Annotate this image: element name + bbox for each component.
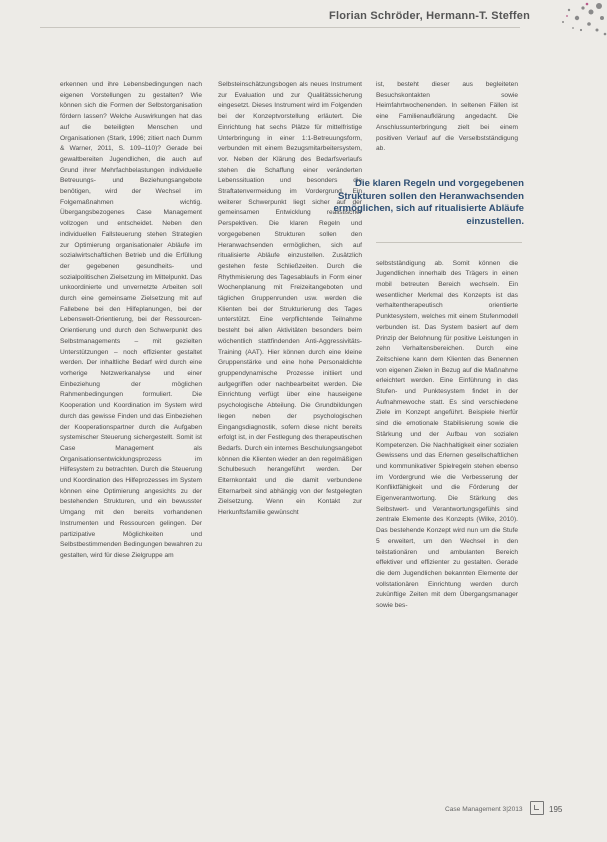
text-column-3-top: [376, 80, 518, 155]
header-dot-pattern: [517, 0, 607, 40]
text-column-2: [218, 80, 362, 519]
column-3-bottom-text: selbstständigung ab. Somit können die Jugendlichen innerhalb des Trägers in einen mobil betreuten Bereich wechseln. Ein wesentlicher Merkmal des Konzepts ist das verhaltentherapeutisch orientierte Punktesystem, welches mit einem Stufenmodell verbunden ist. Das System basiert auf dem Prinzip der Belohnung für positive Leistungen in zehn Verhaltensbereichen. Durch eine Zeitschiene kann dem Klienten das Benennen von eigenen Zielen in Bezug auf die Maßnahme erleichtert werden. Eine Einführung in das Stufen- und Punktesystem findet in der Aufnahmewoche statt. Es sind verschiedene Ziele im Konzept angeführt. Beispiele hierfür sind die emotionale Stabilisierung sowie die Stärkung und der Aufbau von sozialen Kompetenzen. Die Nachhaltigkeit einer sozialen Gewissens und das Erlernen gesellschaftlichen und kommunikativer Spielregeln stehen ebenso im Vordergrund wie die Verbesserung der Konfliktfähigkeit und die Förderung der Eigenverantwortung. Die Stärkung des Selbstwert- und Verantwortungsgefühls sind zentrale Elemente des Konzepts (Wilke, 2010). Das bestehende Konzept wird nun um die Stufe 5 erweitert, um den Wechsel in den teilstationären und ambulanten Bereich effektiver und effizienter zu gestalten. Gerade die dem Jugendlichen bekannten Elemente der vollstationären Einrichtung werden durch zukünftige Zeiten mit dem Übergangsmanager sowie bes-: [376, 259, 518, 610]
pull-quote: Die klaren Regeln und vorgegebenen Strukturen sollen den Heranwachsenden ermöglichen, sich auf ritualisierte Abläufe einzustellen.: [333, 178, 524, 227]
running-header-authors: Florian Schröder, Hermann-T. Steffen: [329, 10, 530, 22]
column-2-text: Selbsteinschätzungsbogen als neues Instrument zur Evaluation und zur Qualitätssicherung eingesetzt. Dieses Instrument wird im Folgenden bei der Konzeptvorstellung erläutert. Die Einrichtung hat sechs Plätze für mittelfristige Unterbringung in einer 1:1-Betreuungsform, verbunden mit einem Bezugsmitarbeitersystem, vor. Neben der Klärung des Bedarfsverlaufs stehen die Schaffung einer veränderten Lebenssituation und besonders die Straftatenvermeidung im Vordergrund. Ein weiterer Schwerpunkt liegt sicher auf der gemeinsamen Entwicklung realistischer Perspektiven. Die klaren Regeln und vorgegebenen Strukturen sollen den Heranwachsenden ermöglichen, sich auf ritualisierte Abläufe einzustellen. Zusätzlich gestehen feste Schließzeiten. Durch die Rhythmisierung des Tagesablaufs in Form einer Wochenplanung mit Freizeitangeboten und täglichen Gruppenrunden usw. werden die Klienten bei der Strukturierung des Tages unterstützt. Eine verpflichtende Teilnahme besteht bei allen Aktivitäten besonders beim wöchentlich stattfindenden Anti-Aggressivitäts-Training (AAT). Hier können durch eine kleine Gruppenstärke und eine hohe Personaldichte gruppendynamische Prozesse initiiert und aufgegriffen oder nachbearbeitet werden. Die Einrichtung verfügt über eine hauseigene psychologische Abteilung. Die Grundbildungen liegen neben der psychologischen Eingangsdiagnostik, sofern diese nicht bereits erfolgt ist, in der Festlegung des therapeutischen Bedarfs. Durch ein internes Beschulungsangebot können die Klienten wieder an den regelmäßigen Schulbesuch herangeführt werden. Der Elternkontakt und die damit verbundene Elternarbeit sind abhängig von der festgelegten Zielsetzung. Wenn ein Kontakt zur Herkunftsfamilie gewünscht: [218, 81, 362, 517]
text-column-1: [60, 80, 202, 562]
text-column-3-bottom: [376, 252, 518, 618]
pull-quote-rule: [376, 242, 522, 243]
header-rule: [40, 27, 520, 28]
column-1-text: erkennen und ihre Lebensbedingungen nach eigenen Vorstellungen zu gestalten? Wie können sich die Formen der Selbstorganisation fördern lassen? Welche Auswirkungen hat das auf die beteiligten Menschen und Organisationen (Stark, 1996; zitiert nach Dumm & Warner, 2011, S. 109–110)? Gerade bei gewaltbereiten Jugendlichen, die auch auf Grund ihrer Mehrfachbelastungen individuelle Betreuungs- und Beziehungsangebote benötigen, wird der Wechsel im Folgemaßnahmen wichtig. Übergangsbezogenes Case Management vollzogen und entscheidet. Neben den individuellen Fallsteuerung stehen Strategien zur Optimierung organisationaler Abläufe im sozialwirtschaftlichen Betrieb und die Erfüllung der gegebenen gesundheits- und sozialpolitischen Zielsetzung im Mittelpunkt. Das unkoordinierte und unvernetzte Arbeiten soll durch eine gemeinsame Zielsetzung mit auf Fallebene bei den Hilfeplanungen, bei der Lebenswelt-Orientierung, bei der Ressourcen-Orientierung und durch den Schwerpunkt des Selbstmanagements – mit gezielten Unterstützungen – noch effizienter gestaltet werden. Der inhaltliche Bedarf wird durch eine vorherige Netzwerkanalyse und einer Einbeziehung der möglichen Rahmenbedingungen formuliert. Die Kooperation und Koordination im System wird durch das gewisse Finden und das Einbeziehen der Kooperationspartner durch die Aufgaben systemischer Steuerung sichergestellt. Somit ist Case Management als Organisationsentwicklungsprozess im Hilfesystem zu betrachten. Durch die Steuerung und Koordination des Hilfeprozesses im System können eine Optimierung angesichts zu der bestehenden Strukturen, und ein bewusster Umgang mit den bereits vorhandenen Instrumenten und Ressourcen gelingen. Der partizipative Möglichkeiten und Selbstbestimmenden Bedingungen bewahren zu gestalten, wird für diese Zielgruppe am: [60, 81, 202, 559]
page-number: 195: [549, 805, 563, 814]
footer-journal: Case Management 3|2013: [445, 806, 523, 813]
column-3-top-text: ist, besteht dieser aus begleiteten Besuchskontakten sowie Heimfahrtwochenenden. In seltenen Fällen ist eine Familienaufklärung angedacht. Die Anschlussunterbringung zielt bei einem positiven Verlauf auf die Verselbstständigung ab.: [376, 81, 518, 153]
journal-logo-icon: [530, 801, 544, 815]
